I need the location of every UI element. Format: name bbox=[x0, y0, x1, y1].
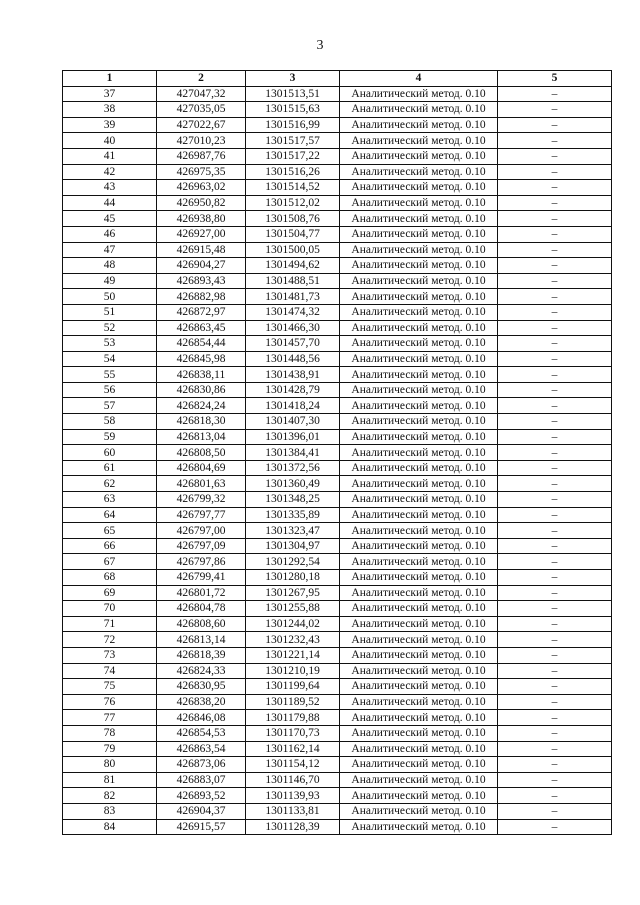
point-number-cell: 38 bbox=[63, 102, 157, 118]
note-cell: – bbox=[498, 523, 612, 539]
method-cell: Аналитический метод. 0.10 bbox=[340, 414, 498, 430]
method-cell: Аналитический метод. 0.10 bbox=[340, 320, 498, 336]
note-cell: – bbox=[498, 694, 612, 710]
x-coordinate-cell: 426799,41 bbox=[157, 570, 246, 586]
point-number-cell: 49 bbox=[63, 273, 157, 289]
point-number-cell: 60 bbox=[63, 445, 157, 461]
point-number-cell: 69 bbox=[63, 585, 157, 601]
table-row bbox=[63, 803, 612, 819]
note-cell: – bbox=[498, 102, 612, 118]
note-cell: – bbox=[498, 117, 612, 133]
method-cell: Аналитический метод. 0.10 bbox=[340, 289, 498, 305]
note-cell: – bbox=[498, 460, 612, 476]
point-number-cell: 51 bbox=[63, 304, 157, 320]
x-coordinate-cell: 426818,39 bbox=[157, 647, 246, 663]
table-row bbox=[63, 398, 612, 414]
point-number-cell: 65 bbox=[63, 523, 157, 539]
point-number-cell: 77 bbox=[63, 710, 157, 726]
method-cell: Аналитический метод. 0.10 bbox=[340, 803, 498, 819]
note-cell: – bbox=[498, 180, 612, 196]
x-coordinate-cell: 426873,06 bbox=[157, 757, 246, 773]
note-cell: – bbox=[498, 429, 612, 445]
y-coordinate-cell: 1301146,70 bbox=[246, 772, 340, 788]
y-coordinate-cell: 1301494,62 bbox=[246, 258, 340, 274]
header-col-4: 4 bbox=[340, 71, 498, 87]
y-coordinate-cell: 1301179,88 bbox=[246, 710, 340, 726]
method-cell: Аналитический метод. 0.10 bbox=[340, 554, 498, 570]
x-coordinate-cell: 426893,43 bbox=[157, 273, 246, 289]
note-cell: – bbox=[498, 601, 612, 617]
note-cell: – bbox=[498, 133, 612, 149]
method-cell: Аналитический метод. 0.10 bbox=[340, 258, 498, 274]
method-cell: Аналитический метод. 0.10 bbox=[340, 382, 498, 398]
table-row bbox=[63, 273, 612, 289]
table-row bbox=[63, 554, 612, 570]
x-coordinate-cell: 426975,35 bbox=[157, 164, 246, 180]
table-row bbox=[63, 725, 612, 741]
table-row bbox=[63, 414, 612, 430]
y-coordinate-cell: 1301221,14 bbox=[246, 647, 340, 663]
x-coordinate-cell: 426845,98 bbox=[157, 351, 246, 367]
y-coordinate-cell: 1301407,30 bbox=[246, 414, 340, 430]
y-coordinate-cell: 1301481,73 bbox=[246, 289, 340, 305]
point-number-cell: 71 bbox=[63, 616, 157, 632]
y-coordinate-cell: 1301255,88 bbox=[246, 601, 340, 617]
table-row bbox=[63, 585, 612, 601]
y-coordinate-cell: 1301457,70 bbox=[246, 336, 340, 352]
table-row bbox=[63, 117, 612, 133]
point-number-cell: 40 bbox=[63, 133, 157, 149]
x-coordinate-cell: 426950,82 bbox=[157, 195, 246, 211]
y-coordinate-cell: 1301500,05 bbox=[246, 242, 340, 258]
y-coordinate-cell: 1301513,51 bbox=[246, 86, 340, 102]
note-cell: – bbox=[498, 803, 612, 819]
table-row bbox=[63, 819, 612, 835]
x-coordinate-cell: 426838,11 bbox=[157, 367, 246, 383]
table-row bbox=[63, 164, 612, 180]
y-coordinate-cell: 1301488,51 bbox=[246, 273, 340, 289]
point-number-cell: 53 bbox=[63, 336, 157, 352]
note-cell: – bbox=[498, 367, 612, 383]
point-number-cell: 43 bbox=[63, 180, 157, 196]
table-row bbox=[63, 507, 612, 523]
x-coordinate-cell: 426818,30 bbox=[157, 414, 246, 430]
table-row bbox=[63, 382, 612, 398]
note-cell: – bbox=[498, 86, 612, 102]
table-row bbox=[63, 741, 612, 757]
note-cell: – bbox=[498, 492, 612, 508]
note-cell: – bbox=[498, 585, 612, 601]
method-cell: Аналитический метод. 0.10 bbox=[340, 523, 498, 539]
table-row bbox=[63, 694, 612, 710]
x-coordinate-cell: 426963,02 bbox=[157, 180, 246, 196]
note-cell: – bbox=[498, 757, 612, 773]
method-cell: Аналитический метод. 0.10 bbox=[340, 570, 498, 586]
note-cell: – bbox=[498, 632, 612, 648]
method-cell: Аналитический метод. 0.10 bbox=[340, 679, 498, 695]
y-coordinate-cell: 1301292,54 bbox=[246, 554, 340, 570]
x-coordinate-cell: 426801,63 bbox=[157, 476, 246, 492]
table-row bbox=[63, 710, 612, 726]
y-coordinate-cell: 1301396,01 bbox=[246, 429, 340, 445]
x-coordinate-cell: 426804,69 bbox=[157, 460, 246, 476]
method-cell: Аналитический метод. 0.10 bbox=[340, 445, 498, 461]
x-coordinate-cell: 426872,97 bbox=[157, 304, 246, 320]
method-cell: Аналитический метод. 0.10 bbox=[340, 788, 498, 804]
x-coordinate-cell: 426830,86 bbox=[157, 382, 246, 398]
method-cell: Аналитический метод. 0.10 bbox=[340, 601, 498, 617]
table-row bbox=[63, 86, 612, 102]
note-cell: – bbox=[498, 476, 612, 492]
note-cell: – bbox=[498, 320, 612, 336]
point-number-cell: 47 bbox=[63, 242, 157, 258]
point-number-cell: 54 bbox=[63, 351, 157, 367]
coordinates-table bbox=[62, 70, 612, 835]
method-cell: Аналитический метод. 0.10 bbox=[340, 492, 498, 508]
note-cell: – bbox=[498, 554, 612, 570]
table-row bbox=[63, 663, 612, 679]
y-coordinate-cell: 1301517,57 bbox=[246, 133, 340, 149]
x-coordinate-cell: 426813,14 bbox=[157, 632, 246, 648]
method-cell: Аналитический метод. 0.10 bbox=[340, 819, 498, 835]
method-cell: Аналитический метод. 0.10 bbox=[340, 663, 498, 679]
y-coordinate-cell: 1301418,24 bbox=[246, 398, 340, 414]
table-row bbox=[63, 211, 612, 227]
note-cell: – bbox=[498, 710, 612, 726]
point-number-cell: 42 bbox=[63, 164, 157, 180]
y-coordinate-cell: 1301516,99 bbox=[246, 117, 340, 133]
x-coordinate-cell: 427035,05 bbox=[157, 102, 246, 118]
method-cell: Аналитический метод. 0.10 bbox=[340, 398, 498, 414]
x-coordinate-cell: 426854,53 bbox=[157, 725, 246, 741]
y-coordinate-cell: 1301348,25 bbox=[246, 492, 340, 508]
method-cell: Аналитический метод. 0.10 bbox=[340, 367, 498, 383]
method-cell: Аналитический метод. 0.10 bbox=[340, 647, 498, 663]
y-coordinate-cell: 1301232,43 bbox=[246, 632, 340, 648]
x-coordinate-cell: 427022,67 bbox=[157, 117, 246, 133]
y-coordinate-cell: 1301514,52 bbox=[246, 180, 340, 196]
point-number-cell: 73 bbox=[63, 647, 157, 663]
note-cell: – bbox=[498, 211, 612, 227]
table-row bbox=[63, 788, 612, 804]
method-cell: Аналитический метод. 0.10 bbox=[340, 710, 498, 726]
x-coordinate-cell: 426863,54 bbox=[157, 741, 246, 757]
point-number-cell: 68 bbox=[63, 570, 157, 586]
method-cell: Аналитический метод. 0.10 bbox=[340, 694, 498, 710]
y-coordinate-cell: 1301199,64 bbox=[246, 679, 340, 695]
table-row bbox=[63, 320, 612, 336]
method-cell: Аналитический метод. 0.10 bbox=[340, 304, 498, 320]
table-body bbox=[63, 86, 612, 835]
table-row bbox=[63, 304, 612, 320]
x-coordinate-cell: 426882,98 bbox=[157, 289, 246, 305]
point-number-cell: 56 bbox=[63, 382, 157, 398]
x-coordinate-cell: 426797,86 bbox=[157, 554, 246, 570]
point-number-cell: 72 bbox=[63, 632, 157, 648]
table-row bbox=[63, 351, 612, 367]
x-coordinate-cell: 426799,32 bbox=[157, 492, 246, 508]
point-number-cell: 75 bbox=[63, 679, 157, 695]
method-cell: Аналитический метод. 0.10 bbox=[340, 273, 498, 289]
point-number-cell: 37 bbox=[63, 86, 157, 102]
x-coordinate-cell: 426927,00 bbox=[157, 226, 246, 242]
method-cell: Аналитический метод. 0.10 bbox=[340, 211, 498, 227]
note-cell: – bbox=[498, 414, 612, 430]
x-coordinate-cell: 426838,20 bbox=[157, 694, 246, 710]
x-coordinate-cell: 426801,72 bbox=[157, 585, 246, 601]
x-coordinate-cell: 427047,32 bbox=[157, 86, 246, 102]
point-number-cell: 81 bbox=[63, 772, 157, 788]
x-coordinate-cell: 426938,80 bbox=[157, 211, 246, 227]
x-coordinate-cell: 426824,24 bbox=[157, 398, 246, 414]
note-cell: – bbox=[498, 570, 612, 586]
table-row bbox=[63, 336, 612, 352]
method-cell: Аналитический метод. 0.10 bbox=[340, 429, 498, 445]
y-coordinate-cell: 1301474,32 bbox=[246, 304, 340, 320]
method-cell: Аналитический метод. 0.10 bbox=[340, 772, 498, 788]
note-cell: – bbox=[498, 289, 612, 305]
note-cell: – bbox=[498, 741, 612, 757]
y-coordinate-cell: 1301280,18 bbox=[246, 570, 340, 586]
table-row bbox=[63, 180, 612, 196]
note-cell: – bbox=[498, 398, 612, 414]
y-coordinate-cell: 1301428,79 bbox=[246, 382, 340, 398]
point-number-cell: 59 bbox=[63, 429, 157, 445]
y-coordinate-cell: 1301372,56 bbox=[246, 460, 340, 476]
method-cell: Аналитический метод. 0.10 bbox=[340, 242, 498, 258]
note-cell: – bbox=[498, 164, 612, 180]
y-coordinate-cell: 1301244,02 bbox=[246, 616, 340, 632]
table-row bbox=[63, 632, 612, 648]
method-cell: Аналитический метод. 0.10 bbox=[340, 133, 498, 149]
method-cell: Аналитический метод. 0.10 bbox=[340, 102, 498, 118]
note-cell: – bbox=[498, 725, 612, 741]
table-row bbox=[63, 476, 612, 492]
table-row bbox=[63, 429, 612, 445]
table-row bbox=[63, 492, 612, 508]
y-coordinate-cell: 1301189,52 bbox=[246, 694, 340, 710]
table-row bbox=[63, 289, 612, 305]
note-cell: – bbox=[498, 273, 612, 289]
note-cell: – bbox=[498, 242, 612, 258]
table-row bbox=[63, 616, 612, 632]
y-coordinate-cell: 1301162,14 bbox=[246, 741, 340, 757]
x-coordinate-cell: 426883,07 bbox=[157, 772, 246, 788]
table-row bbox=[63, 757, 612, 773]
y-coordinate-cell: 1301335,89 bbox=[246, 507, 340, 523]
note-cell: – bbox=[498, 507, 612, 523]
x-coordinate-cell: 427010,23 bbox=[157, 133, 246, 149]
point-number-cell: 39 bbox=[63, 117, 157, 133]
point-number-cell: 78 bbox=[63, 725, 157, 741]
table-row bbox=[63, 538, 612, 554]
table-row bbox=[63, 133, 612, 149]
x-coordinate-cell: 426846,08 bbox=[157, 710, 246, 726]
method-cell: Аналитический метод. 0.10 bbox=[340, 757, 498, 773]
x-coordinate-cell: 426863,45 bbox=[157, 320, 246, 336]
note-cell: – bbox=[498, 679, 612, 695]
note-cell: – bbox=[498, 195, 612, 211]
table-row bbox=[63, 148, 612, 164]
point-number-cell: 76 bbox=[63, 694, 157, 710]
x-coordinate-cell: 426893,52 bbox=[157, 788, 246, 804]
x-coordinate-cell: 426797,09 bbox=[157, 538, 246, 554]
method-cell: Аналитический метод. 0.10 bbox=[340, 460, 498, 476]
y-coordinate-cell: 1301438,91 bbox=[246, 367, 340, 383]
y-coordinate-cell: 1301210,19 bbox=[246, 663, 340, 679]
point-number-cell: 57 bbox=[63, 398, 157, 414]
table-row bbox=[63, 772, 612, 788]
y-coordinate-cell: 1301512,02 bbox=[246, 195, 340, 211]
method-cell: Аналитический метод. 0.10 bbox=[340, 148, 498, 164]
table-row bbox=[63, 445, 612, 461]
x-coordinate-cell: 426987,76 bbox=[157, 148, 246, 164]
table-row bbox=[63, 367, 612, 383]
x-coordinate-cell: 426808,60 bbox=[157, 616, 246, 632]
y-coordinate-cell: 1301323,47 bbox=[246, 523, 340, 539]
point-number-cell: 46 bbox=[63, 226, 157, 242]
note-cell: – bbox=[498, 538, 612, 554]
point-number-cell: 55 bbox=[63, 367, 157, 383]
method-cell: Аналитический метод. 0.10 bbox=[340, 164, 498, 180]
note-cell: – bbox=[498, 226, 612, 242]
table-row bbox=[63, 258, 612, 274]
table-row bbox=[63, 102, 612, 118]
point-number-cell: 84 bbox=[63, 819, 157, 835]
table-row bbox=[63, 460, 612, 476]
note-cell: – bbox=[498, 616, 612, 632]
point-number-cell: 80 bbox=[63, 757, 157, 773]
note-cell: – bbox=[498, 819, 612, 835]
point-number-cell: 79 bbox=[63, 741, 157, 757]
method-cell: Аналитический метод. 0.10 bbox=[340, 725, 498, 741]
table-row bbox=[63, 226, 612, 242]
note-cell: – bbox=[498, 304, 612, 320]
point-number-cell: 48 bbox=[63, 258, 157, 274]
method-cell: Аналитический метод. 0.10 bbox=[340, 226, 498, 242]
table-row bbox=[63, 195, 612, 211]
method-cell: Аналитический метод. 0.10 bbox=[340, 195, 498, 211]
x-coordinate-cell: 426797,77 bbox=[157, 507, 246, 523]
header-col-1: 1 bbox=[63, 71, 157, 87]
note-cell: – bbox=[498, 647, 612, 663]
page-number: 3 bbox=[316, 38, 324, 53]
method-cell: Аналитический метод. 0.10 bbox=[340, 117, 498, 133]
x-coordinate-cell: 426824,33 bbox=[157, 663, 246, 679]
y-coordinate-cell: 1301504,77 bbox=[246, 226, 340, 242]
note-cell: – bbox=[498, 382, 612, 398]
point-number-cell: 64 bbox=[63, 507, 157, 523]
method-cell: Аналитический метод. 0.10 bbox=[340, 585, 498, 601]
method-cell: Аналитический метод. 0.10 bbox=[340, 616, 498, 632]
table-row bbox=[63, 242, 612, 258]
table-row bbox=[63, 570, 612, 586]
method-cell: Аналитический метод. 0.10 bbox=[340, 476, 498, 492]
header-col-5: 5 bbox=[498, 71, 612, 87]
table-row bbox=[63, 523, 612, 539]
x-coordinate-cell: 426904,27 bbox=[157, 258, 246, 274]
y-coordinate-cell: 1301267,95 bbox=[246, 585, 340, 601]
header-col-2: 2 bbox=[157, 71, 246, 87]
point-number-cell: 63 bbox=[63, 492, 157, 508]
point-number-cell: 82 bbox=[63, 788, 157, 804]
table-row bbox=[63, 601, 612, 617]
x-coordinate-cell: 426797,00 bbox=[157, 523, 246, 539]
x-coordinate-cell: 426830,95 bbox=[157, 679, 246, 695]
point-number-cell: 74 bbox=[63, 663, 157, 679]
note-cell: – bbox=[498, 445, 612, 461]
y-coordinate-cell: 1301448,56 bbox=[246, 351, 340, 367]
x-coordinate-cell: 426915,57 bbox=[157, 819, 246, 835]
x-coordinate-cell: 426804,78 bbox=[157, 601, 246, 617]
table-row bbox=[63, 679, 612, 695]
method-cell: Аналитический метод. 0.10 bbox=[340, 351, 498, 367]
x-coordinate-cell: 426915,48 bbox=[157, 242, 246, 258]
point-number-cell: 45 bbox=[63, 211, 157, 227]
note-cell: – bbox=[498, 148, 612, 164]
table-header-row bbox=[63, 71, 612, 87]
table-row bbox=[63, 647, 612, 663]
point-number-cell: 66 bbox=[63, 538, 157, 554]
note-cell: – bbox=[498, 663, 612, 679]
method-cell: Аналитический метод. 0.10 bbox=[340, 180, 498, 196]
method-cell: Аналитический метод. 0.10 bbox=[340, 86, 498, 102]
point-number-cell: 50 bbox=[63, 289, 157, 305]
y-coordinate-cell: 1301517,22 bbox=[246, 148, 340, 164]
y-coordinate-cell: 1301170,73 bbox=[246, 725, 340, 741]
y-coordinate-cell: 1301466,30 bbox=[246, 320, 340, 336]
method-cell: Аналитический метод. 0.10 bbox=[340, 741, 498, 757]
y-coordinate-cell: 1301304,97 bbox=[246, 538, 340, 554]
note-cell: – bbox=[498, 336, 612, 352]
x-coordinate-cell: 426808,50 bbox=[157, 445, 246, 461]
note-cell: – bbox=[498, 258, 612, 274]
header-col-3: 3 bbox=[246, 71, 340, 87]
y-coordinate-cell: 1301384,41 bbox=[246, 445, 340, 461]
y-coordinate-cell: 1301360,49 bbox=[246, 476, 340, 492]
point-number-cell: 70 bbox=[63, 601, 157, 617]
method-cell: Аналитический метод. 0.10 bbox=[340, 538, 498, 554]
method-cell: Аналитический метод. 0.10 bbox=[340, 507, 498, 523]
x-coordinate-cell: 426813,04 bbox=[157, 429, 246, 445]
point-number-cell: 83 bbox=[63, 803, 157, 819]
y-coordinate-cell: 1301128,39 bbox=[246, 819, 340, 835]
note-cell: – bbox=[498, 772, 612, 788]
point-number-cell: 61 bbox=[63, 460, 157, 476]
note-cell: – bbox=[498, 351, 612, 367]
point-number-cell: 58 bbox=[63, 414, 157, 430]
point-number-cell: 62 bbox=[63, 476, 157, 492]
note-cell: – bbox=[498, 788, 612, 804]
x-coordinate-cell: 426854,44 bbox=[157, 336, 246, 352]
x-coordinate-cell: 426904,37 bbox=[157, 803, 246, 819]
y-coordinate-cell: 1301139,93 bbox=[246, 788, 340, 804]
y-coordinate-cell: 1301516,26 bbox=[246, 164, 340, 180]
point-number-cell: 52 bbox=[63, 320, 157, 336]
point-number-cell: 44 bbox=[63, 195, 157, 211]
y-coordinate-cell: 1301508,76 bbox=[246, 211, 340, 227]
method-cell: Аналитический метод. 0.10 bbox=[340, 336, 498, 352]
y-coordinate-cell: 1301515,63 bbox=[246, 102, 340, 118]
point-number-cell: 67 bbox=[63, 554, 157, 570]
y-coordinate-cell: 1301133,81 bbox=[246, 803, 340, 819]
y-coordinate-cell: 1301154,12 bbox=[246, 757, 340, 773]
point-number-cell: 41 bbox=[63, 148, 157, 164]
method-cell: Аналитический метод. 0.10 bbox=[340, 632, 498, 648]
